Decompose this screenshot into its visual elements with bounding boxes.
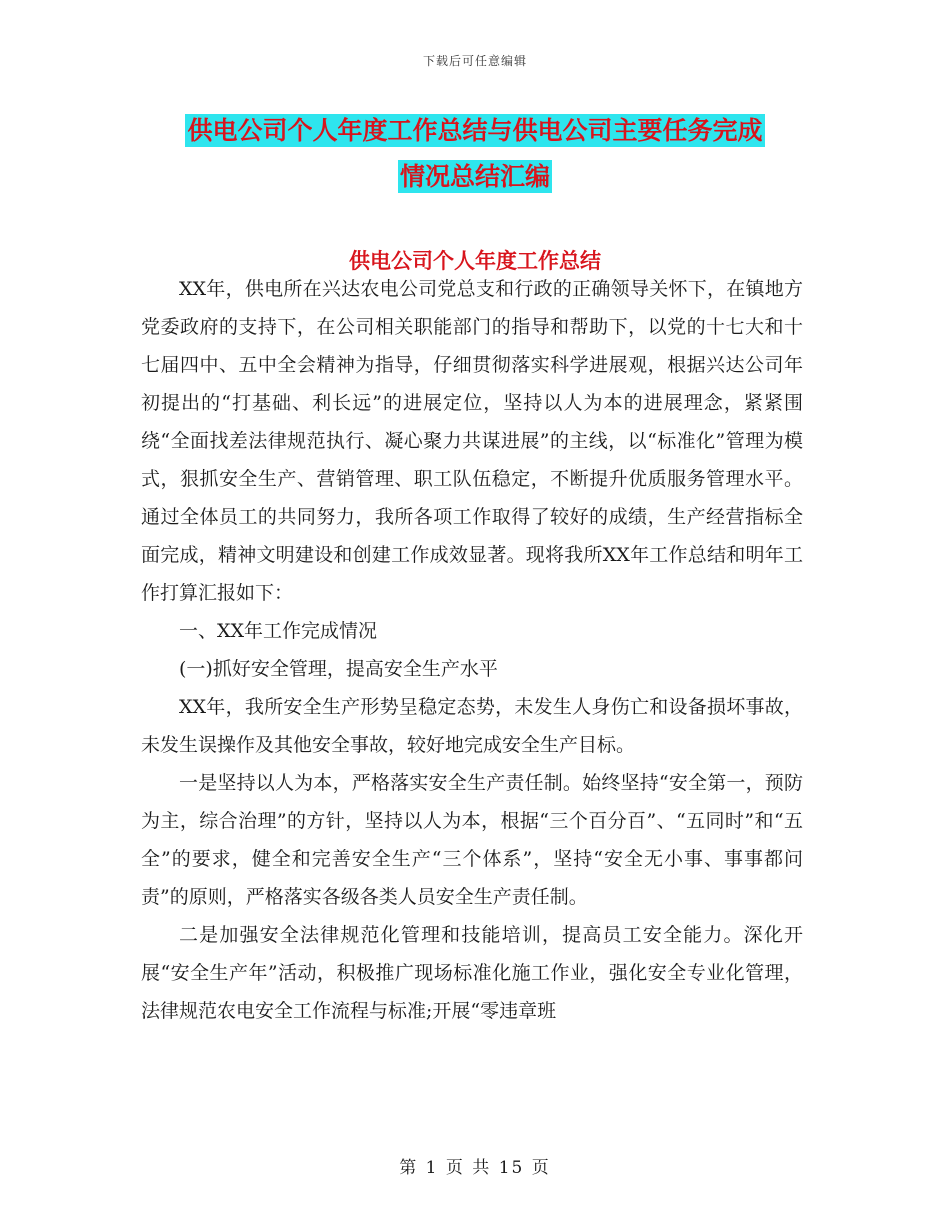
title-highlight-1: 供电公司个人年度工作总结与供电公司主要任务完成 xyxy=(187,116,763,145)
page-footer: 第 1 页 共 15 页 xyxy=(399,1158,551,1178)
heading-level-2: (一)抓好安全管理，提高安全生产水平 xyxy=(179,658,498,680)
paragraph-point-one: 一是坚持以人为本，严格落实安全生产责任制。始终坚持“安全第一，预防为主，综合治理”的方针，坚持以人为本，根据“三个百分百”、“五同时”和“五全”的要求，健全和完善安全生产“三个体系”，坚持“安全无小事、事事都问责”的原则，严格落实各级各类人员安全生产责任制。 xyxy=(141,772,803,908)
body-text xyxy=(141,270,803,1030)
paragraph-intro: XX年，供电所在兴达农电公司党总支和行政的正确领导关怀下，在镇地方党委政府的支持下，在公司相关职能部门的指导和帮助下，以党的十七大和十七届四中、五中全会精神为指导，仔细贯彻落实科学进展观，根据兴达公司年初提出的“打基础、利长远”的进展定位，坚持以人为本的进展理念，紧紧围绕“全面找差法律规范执行、凝心聚力共谋进展”的主线，以“标准化”管理为模式，狠抓安全生产、营销管理、职工队伍稳定，不断提升优质服务管理水平。通过全体员工的共同努力，我所各项工作取得了较好的成绩，生产经营指标全面完成，精神文明建设和创建工作成效显著。现将我所XX年工作总结和明年工作打算汇报如下： xyxy=(141,278,803,604)
section-title: 供电公司个人年度工作总结 xyxy=(349,249,601,273)
document-title xyxy=(0,108,950,200)
title-highlight-2: 情况总结汇编 xyxy=(399,162,550,191)
paragraph-safety-summary: XX年，我所安全生产形势呈稳定态势，未发生人身伤亡和设备损坏事故，未发生误操作及其他安全事故，较好地完成安全生产目标。 xyxy=(141,696,803,756)
page-header: 下载后可任意编辑 xyxy=(422,54,527,68)
heading-level-1: 一、XX年工作完成情况 xyxy=(179,620,378,642)
document-title-line-2 xyxy=(0,154,950,200)
document-title-line-1 xyxy=(0,108,950,154)
paragraph-point-two: 二是加强安全法律规范化管理和技能培训，提高员工安全能力。深化开展“安全生产年”活动，积极推广现场标准化施工作业，强化安全专业化管理，法律规范农电安全工作流程与标准;开展“零违章班 xyxy=(141,924,803,1022)
